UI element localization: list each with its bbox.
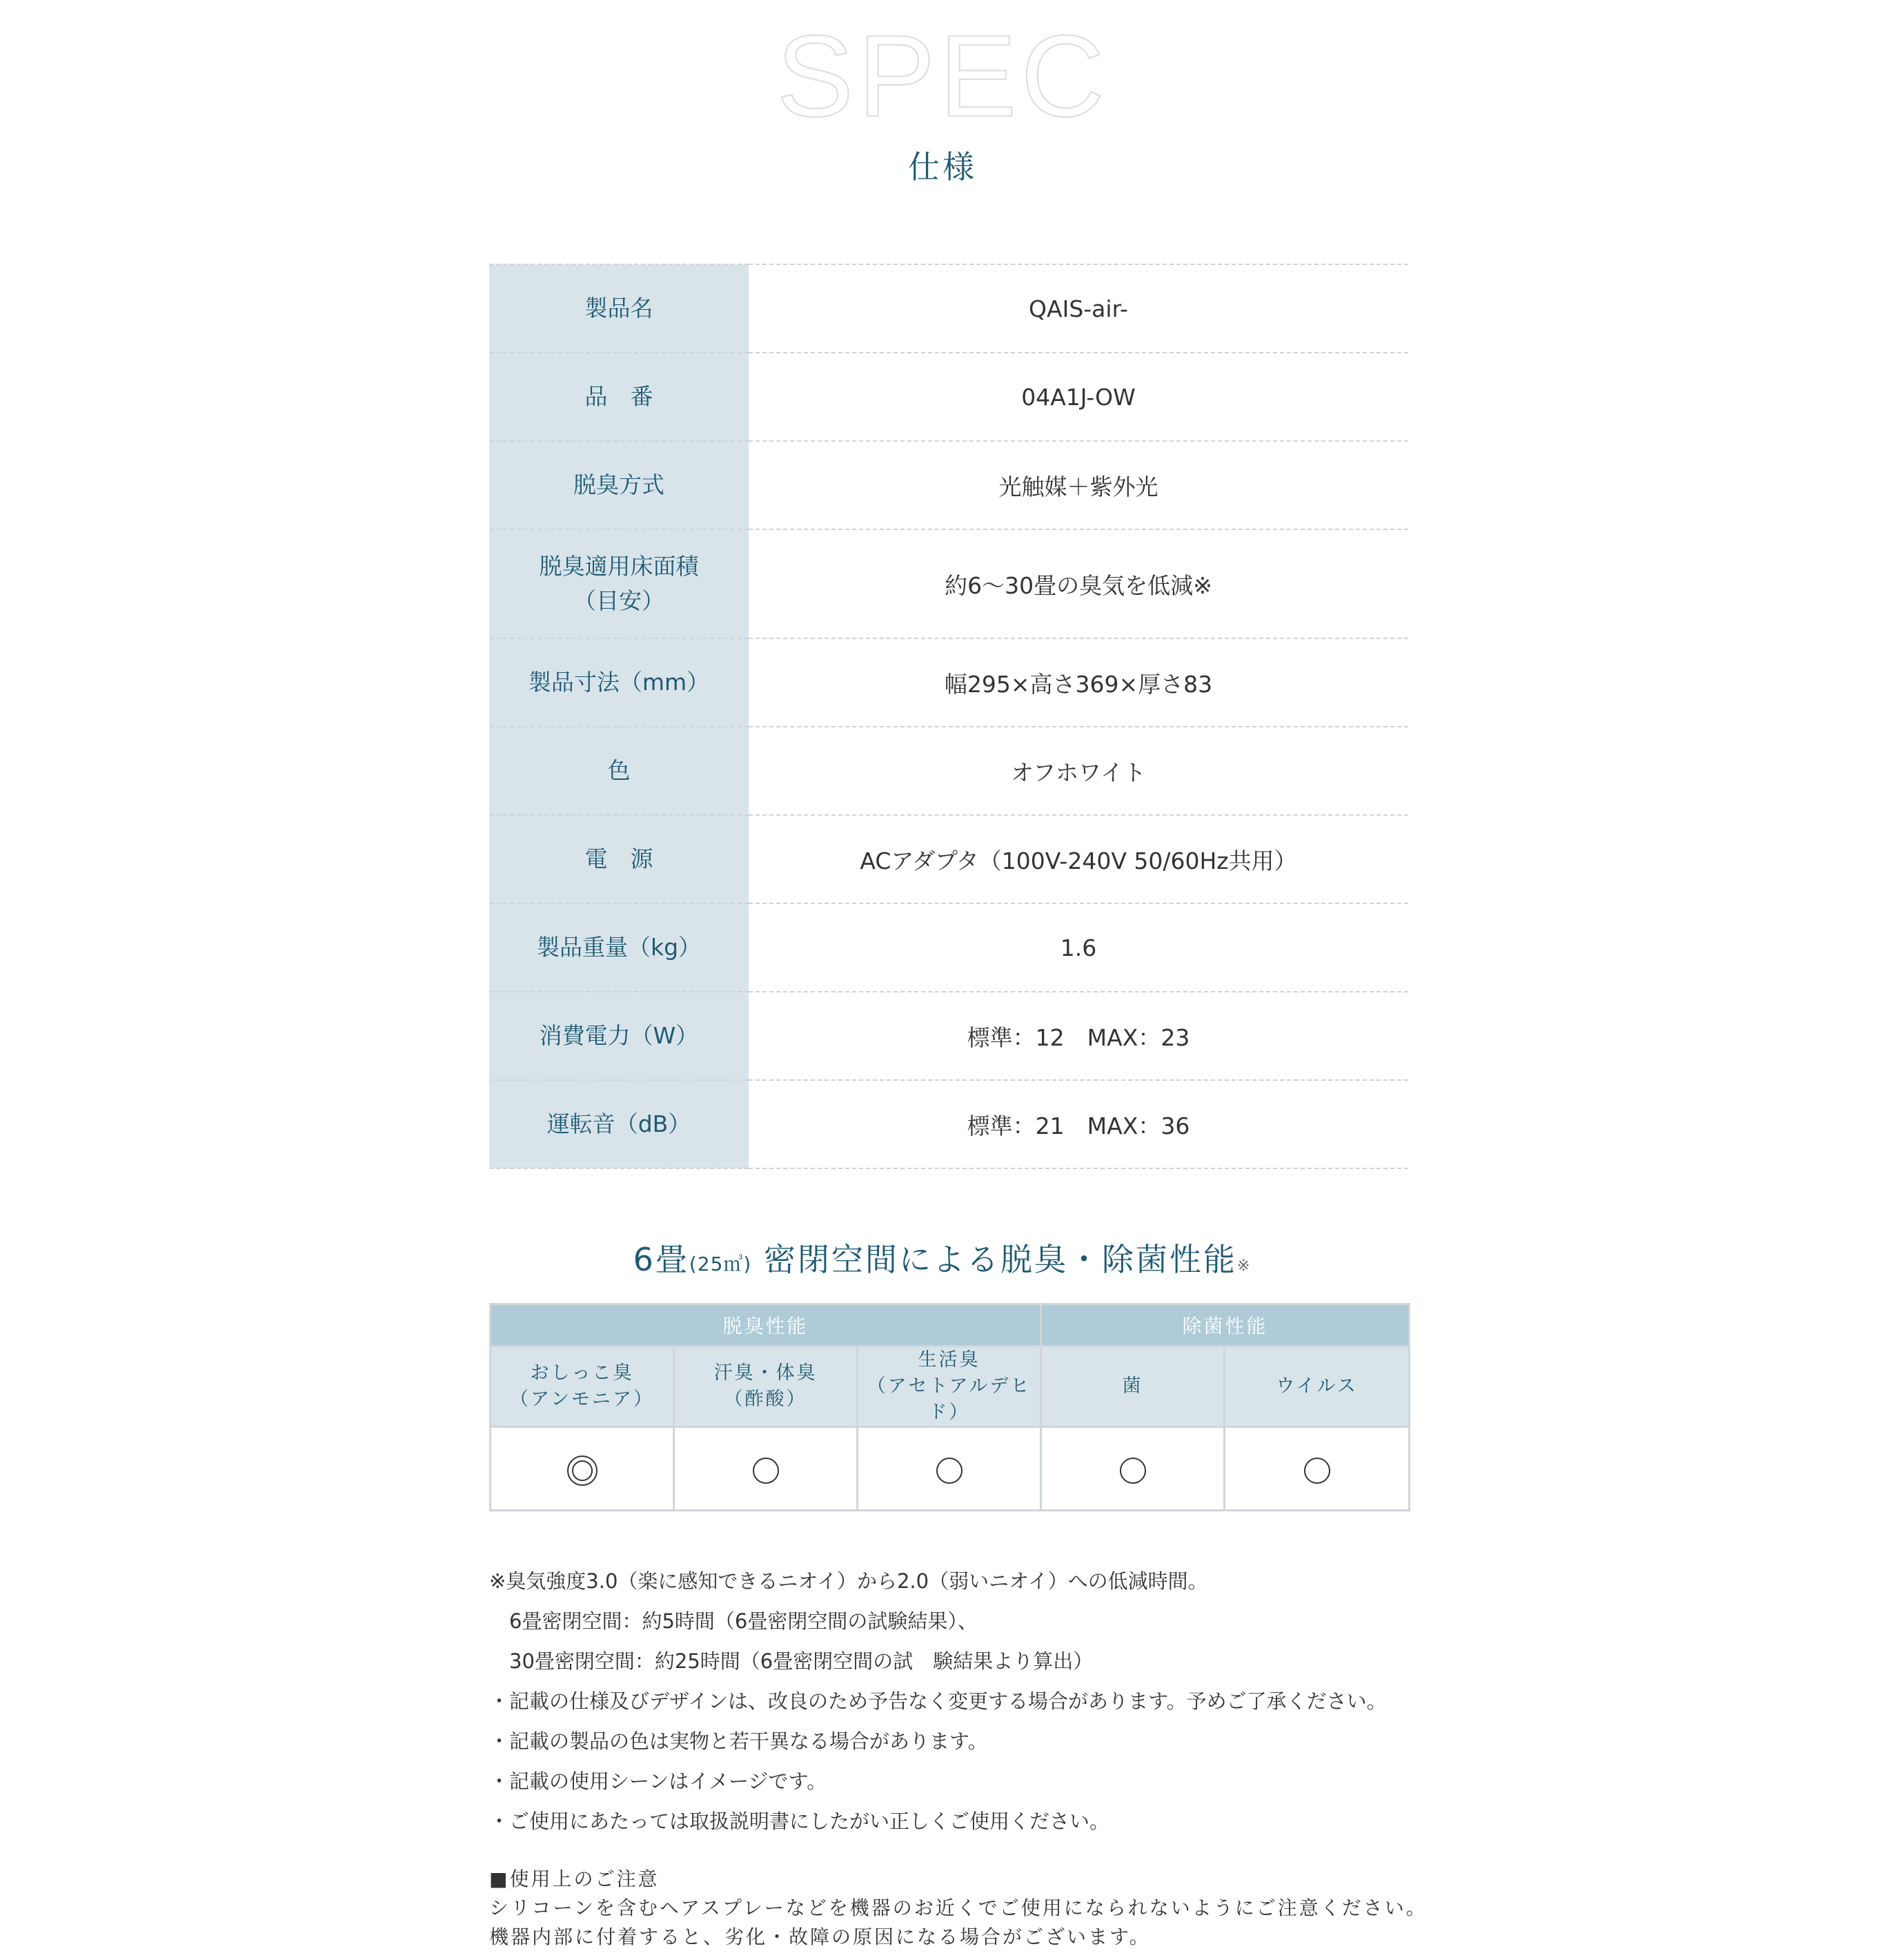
double-circle-icon [567, 1456, 598, 1486]
spec-row-deodorize-method [489, 441, 1408, 529]
note-line: ・記載の仕様及びデザインは、改良のため予告なく変更する場合があります。予めご了承ください。 [489, 1689, 1387, 1713]
circle-icon [753, 1458, 779, 1484]
spec-label: 電 源 [489, 815, 749, 903]
spec-value: QAIS-air- [749, 264, 1408, 353]
performance-result-row [491, 1427, 1410, 1511]
spec-label: 製品重量（kg） [489, 903, 749, 992]
column-ammonia [491, 1346, 674, 1427]
spec-row-weight [489, 903, 1408, 992]
caution-line: シリコーンを含むヘアスプレーなどを機器のお近くでご使用になられないようにご注意ください。 [489, 1897, 1428, 1919]
spec-label: 品 番 [489, 353, 749, 441]
spec-row-model-number [489, 353, 1408, 441]
column-label-line1: 汗臭・体臭 [713, 1362, 818, 1384]
result-virus [1225, 1427, 1410, 1511]
spec-label-line2: （目安） [573, 587, 664, 614]
column-virus [1225, 1346, 1410, 1427]
caution-line: 機器内部に付着すると、劣化・故障の原因になる場合がございます。 [489, 1925, 1151, 1948]
performance-table [489, 1303, 1410, 1511]
circle-icon [1304, 1458, 1330, 1484]
spec-row-product-name [489, 264, 1408, 353]
column-label-line2: （アンモニア） [510, 1389, 654, 1410]
spec-value: 1.6 [749, 903, 1408, 992]
spec-value: 標準：12 MAX：23 [749, 992, 1408, 1080]
note-line: ・記載の製品の色は実物と若干異なる場合があります。 [489, 1729, 988, 1753]
spec-table [489, 264, 1408, 1169]
performance-title-mark: ※ [1236, 1257, 1252, 1275]
note-line: ※臭気強度3.0（楽に感知できるニオイ）から2.0（弱いニオイ）への低減時間。 [489, 1569, 1208, 1593]
column-label-line1: おしっこ臭 [530, 1362, 634, 1384]
column-label-line1: ウイルス [1276, 1375, 1358, 1397]
result-ammonia [491, 1427, 674, 1511]
group-deodorize: 脱臭性能 [491, 1304, 1041, 1346]
column-label-line2: （アセトアルデヒド） [867, 1375, 1032, 1423]
caution [489, 1865, 1455, 1952]
performance-subheader-row [491, 1346, 1410, 1427]
spec-row-dimensions [489, 638, 1408, 727]
spec-header [0, 11, 1885, 188]
result-bacteria [1041, 1427, 1225, 1511]
spec-value: 04A1J-OW [749, 353, 1408, 441]
spec-label: 脱臭方式 [489, 441, 749, 529]
spec-label: 製品名 [489, 264, 749, 353]
spec-row-power-source [489, 815, 1408, 903]
note-line: 30畳密閉空間：約25時間（6畳密閉空間の試 験結果より算出） [489, 1649, 1094, 1673]
column-label-line1: 菌 [1122, 1375, 1143, 1397]
note-line: ・ご使用にあたっては取扱説明書にしたがい正しくご使用ください。 [489, 1810, 1110, 1833]
spec-value: 標準：21 MAX：36 [749, 1080, 1408, 1168]
spec-label: 色 [489, 727, 749, 815]
column-acetaldehyde [858, 1346, 1041, 1427]
column-label-line1: 生活臭 [918, 1349, 980, 1371]
caution-title: ■使用上のご注意 [489, 1868, 660, 1890]
spec-row-power-consumption [489, 992, 1408, 1080]
column-acetic-acid [674, 1346, 858, 1427]
performance-title-main: 6畳 [633, 1241, 689, 1278]
spec-row-noise [489, 1080, 1408, 1168]
spec-value: 約6〜30畳の臭気を低減※ [749, 529, 1408, 638]
result-acetaldehyde [858, 1427, 1041, 1511]
spec-heading-en: SPEC [776, 11, 1109, 141]
group-sterilize: 除菌性能 [1041, 1304, 1410, 1346]
circle-icon [1120, 1458, 1146, 1484]
spec-label-line1: 脱臭適用床面積 [539, 553, 699, 580]
spec-label: 運転音（dB） [489, 1080, 749, 1168]
spec-value: ACアダプタ（100V-240V 50/60Hz共用） [749, 815, 1408, 903]
spec-label [489, 529, 749, 638]
circle-icon [936, 1458, 963, 1484]
performance-title [0, 1235, 1885, 1291]
spec-value: 幅295×高さ369×厚さ83 [749, 638, 1408, 727]
spec-label: 消費電力（W） [489, 992, 749, 1080]
note-line: 6畳密閉空間：約5時間（6畳密閉空間の試験結果）、 [489, 1609, 978, 1633]
spec-value: オフホワイト [749, 727, 1408, 815]
spec-label: 製品寸法（mm） [489, 638, 749, 727]
result-acetic-acid [674, 1427, 858, 1511]
notes [489, 1561, 1455, 1841]
column-label-line2: （酢酸） [724, 1389, 807, 1410]
spec-heading-ja: 仕様 [908, 148, 977, 186]
performance-group-row [491, 1304, 1410, 1346]
column-bacteria [1041, 1346, 1225, 1427]
performance-title-area: (25㎥) [689, 1253, 752, 1275]
note-line: ・記載の使用シーンはイメージです。 [489, 1770, 827, 1793]
spec-row-color [489, 727, 1408, 815]
spec-value: 光触媒＋紫外光 [749, 441, 1408, 529]
spec-row-floor-area [489, 529, 1408, 638]
performance-title-rest: 密閉空間による脱臭・除菌性能 [763, 1241, 1237, 1278]
